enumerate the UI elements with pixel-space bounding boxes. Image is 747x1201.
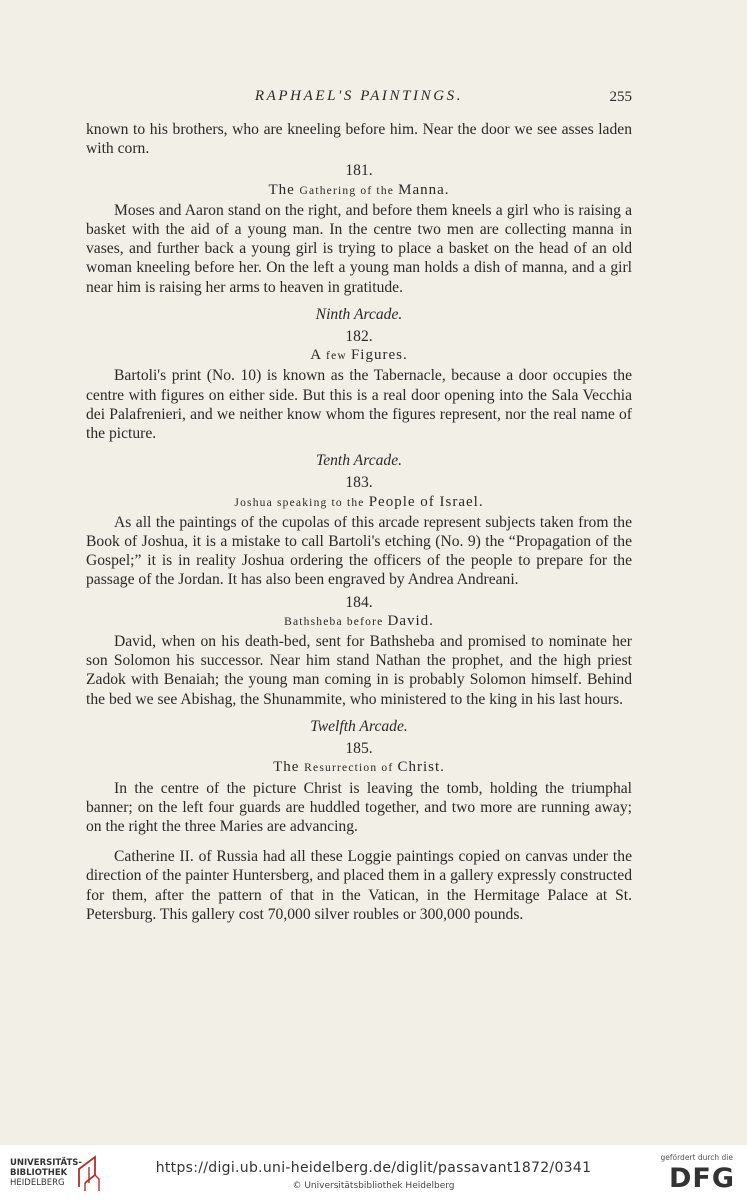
- entry-number-182: 182.: [345, 328, 373, 346]
- heading-part: Israel.: [439, 493, 484, 510]
- paragraph: Moses and Aaron stand on the right, and before them kneels a girl who is raising a basket with the aid of a young man. In the centre two men are collecting manna in vases, and further back a young girl is trying to place a basket on the head of an old woman kneeling before her. On the left a young man holds a dish of manna, and a girl near him is raising her arms to heaven in gratitude.: [86, 201, 632, 296]
- heading-part: Manna.: [398, 181, 450, 198]
- heading-part: Resurrection of: [304, 762, 398, 775]
- entry-number-183: 183.: [345, 474, 373, 492]
- entry-heading-184: [86, 612, 632, 632]
- arcade-heading-twelfth: Twelfth Arcade.: [310, 717, 408, 735]
- logo-text: BIBLIOTHEK: [10, 1168, 68, 1178]
- entry-number-181: 181.: [345, 162, 373, 180]
- funding-note: gefördert durch die: [660, 1153, 733, 1162]
- entry-heading-182: [86, 346, 632, 366]
- heading-part: The: [268, 181, 300, 198]
- paragraph: Bartoli's print (No. 10) is known as the Tabernacle, because a door occupies the centre with figures on either side. But this is a real door opening into the Sala Vecchia dei Palafrenieri, and we neither know whom the figures represent, nor the real name of the picture.: [86, 367, 632, 443]
- heading-part: Christ.: [397, 759, 445, 776]
- body-text: [86, 120, 632, 924]
- heading-part: The: [273, 759, 305, 776]
- heading-part: People of: [368, 493, 440, 510]
- entry-heading-183: [86, 493, 632, 513]
- logo-text: UNIVERSITÄTS-: [10, 1158, 82, 1168]
- dfg-logo: DFG: [668, 1163, 735, 1194]
- paragraph: In the centre of the picture Christ is leaving the tomb, holding the triumphal banner; on the left four guards are huddled together, and two more are running away; on the right the three Maries are advancing.: [86, 779, 632, 835]
- paragraph: David, when on his death-bed, sent for Bathsheba and promised to nominate her son Solomon his successor. Near him stand Nathan the prophet, and the high priest Zadok with Benaiah; the young man coming in is probably Solomon himself. Behind the bed we see Abishag, the Shunammite, who ministered to the king in his last hours.: [86, 633, 632, 708]
- heading-part: Figures.: [350, 347, 408, 364]
- paragraph: Catherine II. of Russia had all these Loggie paintings copied on canvas under the direction of the painter Huntersberg, and placed them in a gallery expressly constructed for them, after the pattern of that in the Vatican, in the Hermitage Palace at St. Petersburg. This gallery cost 70,000 silver roubles or 300,000 pounds.: [86, 848, 632, 923]
- digitization-footer: [0, 1145, 747, 1201]
- entry-heading-181: [86, 181, 632, 201]
- arcade-heading-ninth: Ninth Arcade.: [315, 305, 403, 323]
- page-number: 255: [609, 89, 632, 105]
- heading-part: Joshua speaking to the: [234, 496, 369, 509]
- running-head: [86, 88, 632, 108]
- heading-part: A: [310, 347, 327, 364]
- entry-number-185: 185.: [345, 740, 373, 758]
- copyright-notice: © Universitätsbibliothek Heidelberg: [292, 1181, 455, 1191]
- entry-number-184: 184.: [345, 593, 373, 611]
- entry-heading-185: [86, 758, 632, 778]
- arcade-heading-tenth: Tenth Arcade.: [315, 452, 403, 470]
- source-url-link[interactable]: https://digi.ub.uni-heidelberg.de/diglit/passavant1872/0341: [155, 1160, 592, 1176]
- paragraph: As all the paintings of the cupolas of this arcade represent subjects taken from the Book of Joshua, it is a mistake to call Bartoli's etching (No. 9) the “Propagation of the Gospel;” it is in reality Joshua ordering the officers of the people to prepare for the passage of the Jordan. It has also been engraved by Andrea Andreani.: [86, 513, 632, 589]
- logo-text: HEIDELBERG: [10, 1178, 65, 1188]
- running-title: RAPHAEL'S PAINTINGS.: [254, 88, 464, 104]
- paragraph: known to his brothers, who are kneeling before him. Near the door we see asses laden with corn.: [86, 121, 632, 158]
- heading-part: few: [326, 350, 351, 363]
- heading-part: Bathsheba before: [284, 615, 388, 628]
- heading-part: Gathering of the: [299, 184, 399, 197]
- heading-part: David.: [387, 612, 434, 629]
